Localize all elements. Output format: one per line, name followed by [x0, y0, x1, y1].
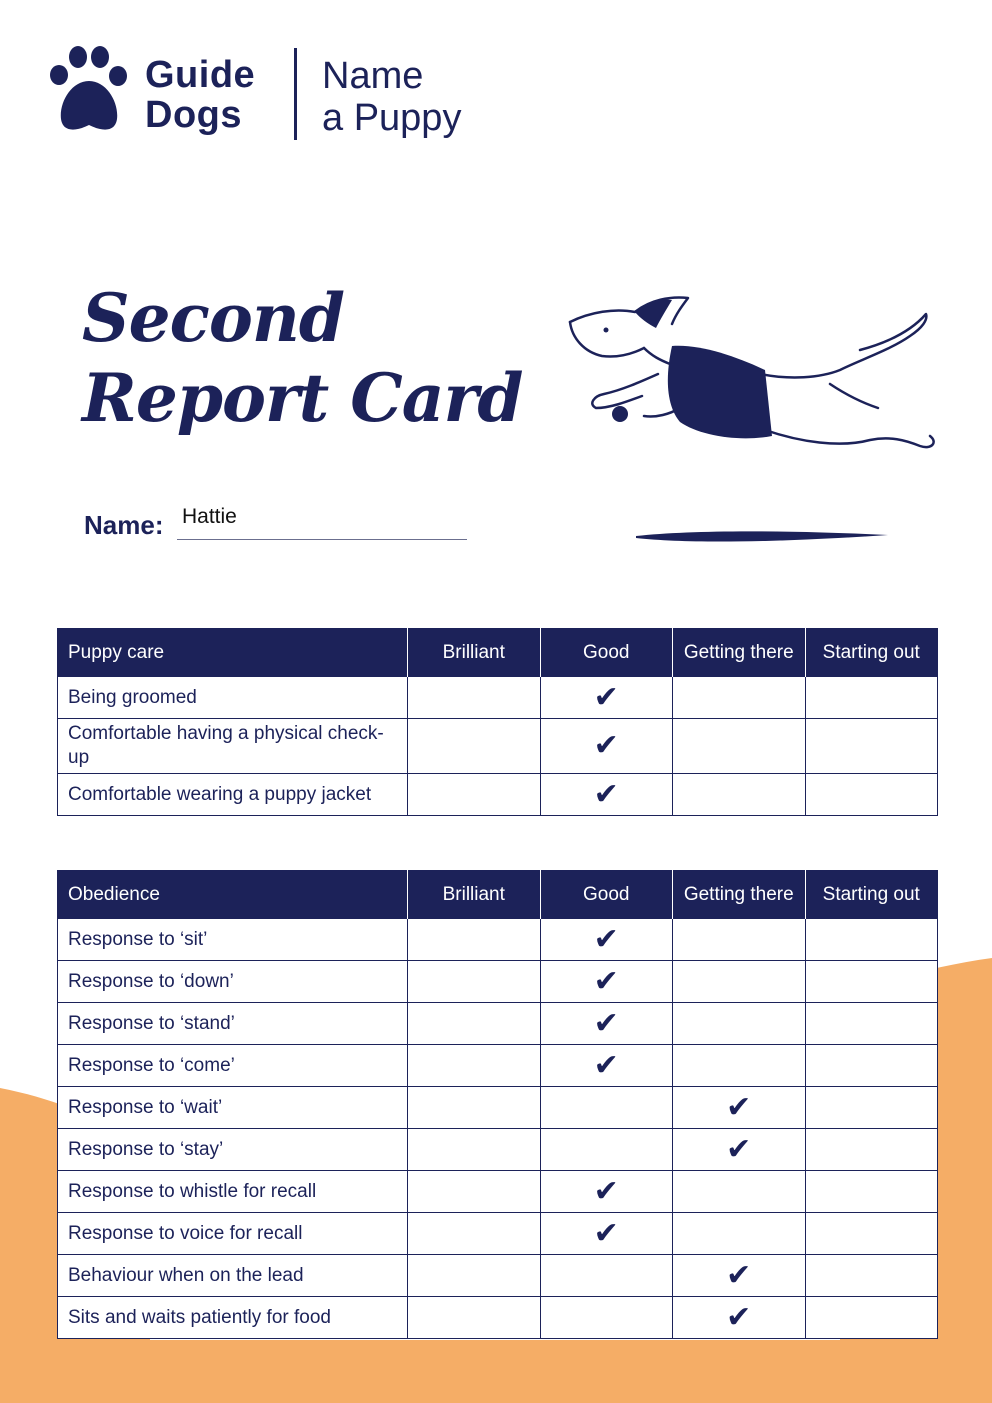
rating-cell-good[interactable]: [540, 1171, 673, 1213]
checkmark-icon: ✔: [593, 963, 619, 999]
rating-cell-brilliant[interactable]: [408, 1213, 541, 1255]
rating-cell-brilliant[interactable]: [408, 677, 541, 719]
rating-cell-getting-there[interactable]: [673, 1129, 806, 1171]
table-row: [58, 1297, 938, 1339]
rating-cell-brilliant[interactable]: [408, 919, 541, 961]
obedience-table: [57, 870, 938, 1339]
row-label: Response to whistle for recall: [58, 1171, 408, 1213]
table-heading: Puppy care: [58, 629, 408, 677]
rating-cell-starting-out[interactable]: [805, 1297, 938, 1339]
name-underline: [177, 539, 467, 540]
table-row: [58, 677, 938, 719]
rating-cell-getting-there[interactable]: [673, 677, 806, 719]
rating-cell-starting-out[interactable]: [805, 1171, 938, 1213]
name-label: Name:: [84, 510, 164, 540]
header-divider: [294, 48, 297, 140]
rating-cell-brilliant[interactable]: [408, 961, 541, 1003]
table-row: [58, 1129, 938, 1171]
column-starting-out: Starting out: [805, 871, 938, 919]
checkmark-icon: ✔: [593, 921, 619, 957]
rating-cell-starting-out[interactable]: [805, 919, 938, 961]
rating-cell-getting-there[interactable]: [673, 1087, 806, 1129]
table-row: [58, 1171, 938, 1213]
dog-shadow: [632, 526, 892, 546]
table-row: [58, 919, 938, 961]
row-label: Response to ‘down’: [58, 961, 408, 1003]
checkmark-icon: ✔: [593, 1005, 619, 1041]
rating-cell-starting-out[interactable]: [805, 1003, 938, 1045]
rating-cell-brilliant[interactable]: [408, 1045, 541, 1087]
table-row: [58, 1213, 938, 1255]
rating-cell-brilliant[interactable]: [408, 774, 541, 816]
column-good: Good: [540, 871, 673, 919]
table-row: [58, 719, 938, 774]
rating-cell-brilliant[interactable]: [408, 1003, 541, 1045]
row-label: Response to ‘come’: [58, 1045, 408, 1087]
row-label: Behaviour when on the lead: [58, 1255, 408, 1297]
rating-cell-getting-there[interactable]: [673, 1003, 806, 1045]
rating-cell-getting-there[interactable]: [673, 774, 806, 816]
rating-cell-good[interactable]: [540, 919, 673, 961]
brand-name: [145, 55, 255, 135]
checkmark-icon: ✔: [726, 1131, 752, 1167]
rating-cell-getting-there[interactable]: [673, 919, 806, 961]
column-getting-there: Getting there: [673, 871, 806, 919]
running-dog-illustration: [560, 290, 950, 470]
column-brilliant: Brilliant: [408, 629, 541, 677]
row-label: Response to ‘wait’: [58, 1087, 408, 1129]
rating-cell-good[interactable]: [540, 1255, 673, 1297]
table-row: [58, 1045, 938, 1087]
row-label: Sits and waits patiently for food: [58, 1297, 408, 1339]
rating-cell-getting-there[interactable]: [673, 1171, 806, 1213]
table-row: [58, 1003, 938, 1045]
rating-cell-good[interactable]: [540, 677, 673, 719]
rating-cell-starting-out[interactable]: [805, 1129, 938, 1171]
table-header-row: [58, 629, 938, 677]
rating-cell-starting-out[interactable]: [805, 1213, 938, 1255]
column-getting-there: Getting there: [673, 629, 806, 677]
row-label: Response to ‘sit’: [58, 919, 408, 961]
rating-cell-starting-out[interactable]: [805, 961, 938, 1003]
checkmark-icon: ✔: [593, 727, 619, 763]
rating-cell-good[interactable]: [540, 1087, 673, 1129]
column-good: Good: [540, 629, 673, 677]
rating-cell-good[interactable]: [540, 1045, 673, 1087]
table-row: [58, 1255, 938, 1297]
table-heading: Obedience: [58, 871, 408, 919]
checkmark-icon: ✔: [726, 1299, 752, 1335]
checkmark-icon: ✔: [726, 1257, 752, 1293]
rating-cell-starting-out[interactable]: [805, 1255, 938, 1297]
campaign-line-2: a Puppy: [322, 97, 462, 139]
rating-cell-good[interactable]: [540, 961, 673, 1003]
rating-cell-good[interactable]: [540, 1003, 673, 1045]
rating-cell-starting-out[interactable]: [805, 1045, 938, 1087]
rating-cell-getting-there[interactable]: [673, 961, 806, 1003]
rating-cell-getting-there[interactable]: [673, 1213, 806, 1255]
row-label: Response to ‘stand’: [58, 1003, 408, 1045]
checkmark-icon: ✔: [593, 679, 619, 715]
rating-cell-getting-there[interactable]: [673, 1255, 806, 1297]
column-brilliant: Brilliant: [408, 871, 541, 919]
checkmark-icon: ✔: [593, 1215, 619, 1251]
rating-cell-getting-there[interactable]: [673, 719, 806, 774]
row-label: Comfortable having a physical check-up: [58, 719, 408, 774]
rating-cell-good[interactable]: [540, 774, 673, 816]
rating-cell-starting-out[interactable]: [805, 677, 938, 719]
rating-cell-starting-out[interactable]: [805, 1087, 938, 1129]
checkmark-icon: ✔: [593, 776, 619, 812]
row-label: Comfortable wearing a puppy jacket: [58, 774, 408, 816]
campaign-line-1: Name: [322, 55, 424, 97]
row-label: Being groomed: [58, 677, 408, 719]
table-row: [58, 961, 938, 1003]
rating-cell-getting-there[interactable]: [673, 1045, 806, 1087]
table-row: [58, 1087, 938, 1129]
table-row: [58, 774, 938, 816]
rating-cell-good[interactable]: [540, 1129, 673, 1171]
paw-logo-icon: [45, 45, 129, 135]
brand-line-1: Guide: [145, 54, 256, 96]
rating-cell-brilliant[interactable]: [408, 1087, 541, 1129]
rating-cell-starting-out[interactable]: [805, 719, 938, 774]
title-line-1: Second: [82, 279, 344, 357]
checkmark-icon: ✔: [726, 1089, 752, 1125]
row-label: Response to voice for recall: [58, 1213, 408, 1255]
rating-cell-getting-there[interactable]: [673, 1297, 806, 1339]
puppy-care-table: [57, 628, 938, 816]
rating-cell-good[interactable]: [540, 1213, 673, 1255]
checkmark-icon: ✔: [593, 1173, 619, 1209]
name-value[interactable]: Hattie: [182, 505, 237, 528]
rating-cell-starting-out[interactable]: [805, 774, 938, 816]
page-title: [82, 278, 522, 438]
table-header-row: [58, 871, 938, 919]
checkmark-icon: ✔: [593, 1047, 619, 1083]
title-line-2: Report Card: [82, 359, 523, 437]
rating-cell-brilliant[interactable]: [408, 1171, 541, 1213]
rating-cell-brilliant[interactable]: [408, 1297, 541, 1339]
rating-cell-brilliant[interactable]: [408, 719, 541, 774]
rating-cell-brilliant[interactable]: [408, 1255, 541, 1297]
rating-cell-brilliant[interactable]: [408, 1129, 541, 1171]
brand-line-2: Dogs: [145, 94, 242, 136]
rating-cell-good[interactable]: [540, 1297, 673, 1339]
campaign-name: [322, 55, 461, 139]
column-starting-out: Starting out: [805, 629, 938, 677]
rating-cell-good[interactable]: [540, 719, 673, 774]
row-label: Response to ‘stay’: [58, 1129, 408, 1171]
